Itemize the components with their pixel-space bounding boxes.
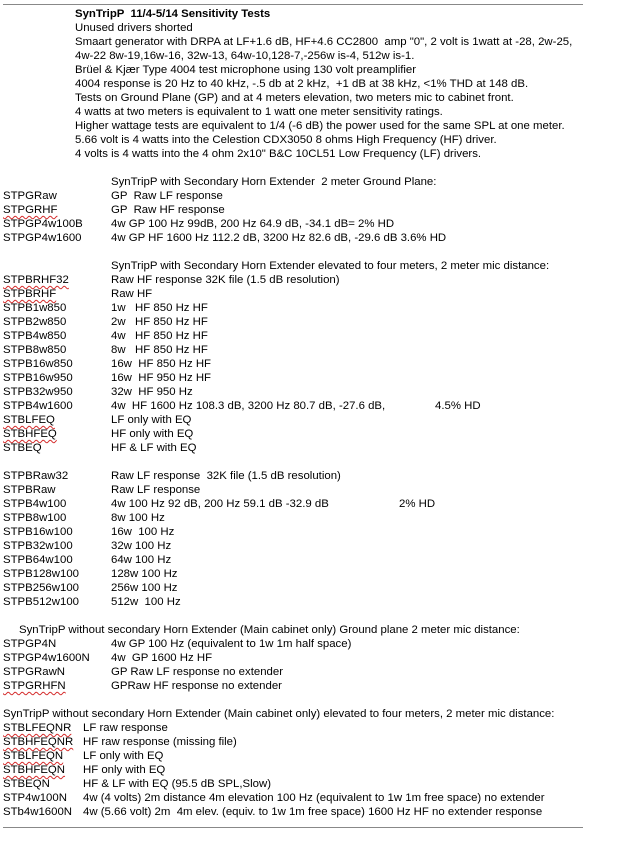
file-tag: STBHFEQ xyxy=(3,428,57,440)
header-line: 4004 response is 20 Hz to 40 kHz, -.5 db at 2 kHz, +1 dB at 38 kHz, <1% THD at 148 dB. xyxy=(75,78,529,90)
section-heading: SynTripP without secondary Horn Extender (Main cabinet only) elevated to four meters, 2 meter mic distance: xyxy=(3,708,555,720)
file-tag: STBLFEQ xyxy=(3,414,55,426)
file-tag: STBEQN xyxy=(3,778,50,790)
file-description: GP Raw LF response no extender xyxy=(111,666,284,678)
file-description: 8w HF 850 Hz HF xyxy=(111,344,208,356)
file-tag: STPGP4w1600N xyxy=(3,652,90,664)
file-description: 4w (4 volts) 2m distance 4m elevation 100 Hz (equivalent to 1w 1m free space) no extender xyxy=(83,792,545,804)
file-description: LF only with EQ xyxy=(83,750,164,762)
header-line: 4 volts is 4 watts into the 4 ohm 2x10" B&C 10CL51 Low Frequency (LF) drivers. xyxy=(75,148,482,160)
file-tag: STBLFEQNR xyxy=(3,722,72,734)
file-tag: STPB4w1600 xyxy=(3,400,73,412)
file-tag: STPB16w950 xyxy=(3,372,73,384)
file-description: 2w HF 850 Hz HF xyxy=(111,316,208,328)
file-tag: STPB4w850 xyxy=(3,330,67,342)
file-tag: STPB32w950 xyxy=(3,386,73,398)
file-tag: STBEQ xyxy=(3,442,42,454)
file-description: 16w HF 950 Hz HF xyxy=(111,372,212,384)
file-description: GP Raw HF response xyxy=(111,204,225,216)
file-description: HF & LF with EQ (95.5 dB SPL,Slow) xyxy=(83,778,272,790)
file-description: 8w 100 Hz xyxy=(111,512,165,524)
file-tag: STPGRawN xyxy=(3,666,66,678)
header-line: Tests on Ground Plane (GP) and at 4 meters elevation, two meters mic to cabinet front. xyxy=(75,92,514,104)
file-tag: STPB16w850 xyxy=(3,358,73,370)
header-line: Smaart generator with DRPA at LF+1.6 dB, HF+4.6 CC2800 amp "0", 2 volt is 1watt at -28, 2w-25, xyxy=(75,36,573,48)
file-description: 4w GP 100 Hz 99dB, 200 Hz 64.9 dB, -34.1 dB= 2% HD xyxy=(111,218,395,230)
file-description: 32w 100 Hz xyxy=(111,540,172,552)
harmonic-distortion-value: 4.5% HD xyxy=(435,400,481,412)
file-tag: STPB4w100 xyxy=(3,498,67,510)
file-tag: STPB1w850 xyxy=(3,302,67,314)
file-description: 4w HF 1600 Hz 108.3 dB, 3200 Hz 80.7 dB, -27.6 dB, xyxy=(111,400,386,412)
file-description: 32w HF 950 Hz xyxy=(111,386,193,398)
file-tag: STPB512w100 xyxy=(3,596,79,608)
file-tag: STPGRHFN xyxy=(3,680,66,692)
file-tag: STPGP4w100B xyxy=(3,218,83,230)
file-tag: STb4w1600N xyxy=(3,806,73,818)
file-tag: STPB128w100 xyxy=(3,568,79,580)
section-heading: SynTripP without secondary Horn Extender (Main cabinet only) Ground plane 2 meter mic distance: xyxy=(19,624,520,636)
header-line: Brüel & Kjær Type 4004 test microphone using 130 volt preamplifier xyxy=(75,64,417,76)
file-description: 4w HF 850 Hz HF xyxy=(111,330,208,342)
file-description: HF raw response (missing file) xyxy=(83,736,237,748)
header-line: Unused drivers shorted xyxy=(75,22,193,34)
section-heading: SynTripP with Secondary Horn Extender 2 meter Ground Plane: xyxy=(111,176,437,188)
file-tag: STPB2w850 xyxy=(3,316,67,328)
header-line: 4 watts at two meters is equivalent to 1 watt one meter sensitivity ratings. xyxy=(75,106,443,118)
file-description: HF & LF with EQ xyxy=(111,442,197,454)
file-description: GPRaw HF response no extender xyxy=(111,680,282,692)
file-description: 4w 100 Hz 92 dB, 200 Hz 59.1 dB -32.9 dB xyxy=(111,498,329,510)
top-rule xyxy=(3,4,583,5)
file-tag: STPBRHF32 xyxy=(3,274,69,286)
file-tag: STPGRaw xyxy=(3,190,57,202)
file-tag: STPB16w100 xyxy=(3,526,73,538)
file-description: GP Raw LF response xyxy=(111,190,223,202)
file-description: 4w (5.66 volt) 2m 4m elev. (equiv. to 1w 1m free space) 1600 Hz HF no extender response xyxy=(83,806,543,818)
file-tag: STPGP4w1600 xyxy=(3,232,82,244)
file-description: 4w GP 1600 Hz HF xyxy=(111,652,213,664)
file-tag: STBHFEQN xyxy=(3,764,66,776)
file-description: 16w 100 Hz xyxy=(111,526,175,538)
header-line: 4w-22 8w-19,16w-16, 32w-13, 64w-10,128-7,-256w is-4, 512w is-1. xyxy=(75,50,415,62)
file-tag: STBHFEQNR xyxy=(3,736,74,748)
file-description: 512w 100 Hz xyxy=(111,596,181,608)
file-tag: STPB32w100 xyxy=(3,540,73,552)
file-tag: STPBRaw xyxy=(3,484,56,496)
file-tag: STPBRaw32 xyxy=(3,470,69,482)
header-line: 5.66 volt is 4 watts into the Celestion CDX3050 8 ohms High Frequency (HF) driver. xyxy=(75,134,497,146)
file-tag: STPGP4N xyxy=(3,638,57,650)
harmonic-distortion-value: 2% HD xyxy=(399,498,436,510)
file-tag: STP4w100N xyxy=(3,792,67,804)
file-tag: STPB256w100 xyxy=(3,582,79,594)
file-tag: STPB8w850 xyxy=(3,344,67,356)
file-tag: STPB8w100 xyxy=(3,512,67,524)
file-description: HF only with EQ xyxy=(111,428,194,440)
section-heading: SynTripP with Secondary Horn Extender elevated to four meters, 2 meter mic distance: xyxy=(111,260,550,272)
file-description: 16w HF 850 Hz HF xyxy=(111,358,212,370)
file-description: Raw LF response xyxy=(111,484,201,496)
file-description: 128w 100 Hz xyxy=(111,568,178,580)
file-description: 1w HF 850 Hz HF xyxy=(111,302,208,314)
file-description: 64w 100 Hz xyxy=(111,554,172,566)
file-description: 256w 100 Hz xyxy=(111,582,178,594)
header-line: Higher wattage tests are equivalent to 1/4 (-6 dB) the power used for the same SPL at one meter. xyxy=(75,120,565,132)
file-description: 4w GP HF 1600 Hz 112.2 dB, 3200 Hz 82.6 dB, -29.6 dB 3.6% HD xyxy=(111,232,447,244)
bottom-rule xyxy=(3,827,583,828)
file-description: LF only with EQ xyxy=(111,414,192,426)
file-tag: STPBRHF xyxy=(3,288,57,300)
file-description: 4w GP 100 Hz (equivalent to 1w 1m half space) xyxy=(111,638,352,650)
file-tag: STBLFEQN xyxy=(3,750,64,762)
file-tag: STPB64w100 xyxy=(3,554,73,566)
file-description: HF only with EQ xyxy=(83,764,166,776)
file-description: LF raw response xyxy=(83,722,168,734)
file-description: Raw LF response 32K file (1.5 dB resolution) xyxy=(111,470,341,482)
file-tag: STPGRHF xyxy=(3,204,58,216)
document-title: SynTripP 11/4-5/14 Sensitivity Tests xyxy=(75,8,271,20)
file-description: Raw HF xyxy=(111,288,153,300)
file-description: Raw HF response 32K file (1.5 dB resolution) xyxy=(111,274,340,286)
